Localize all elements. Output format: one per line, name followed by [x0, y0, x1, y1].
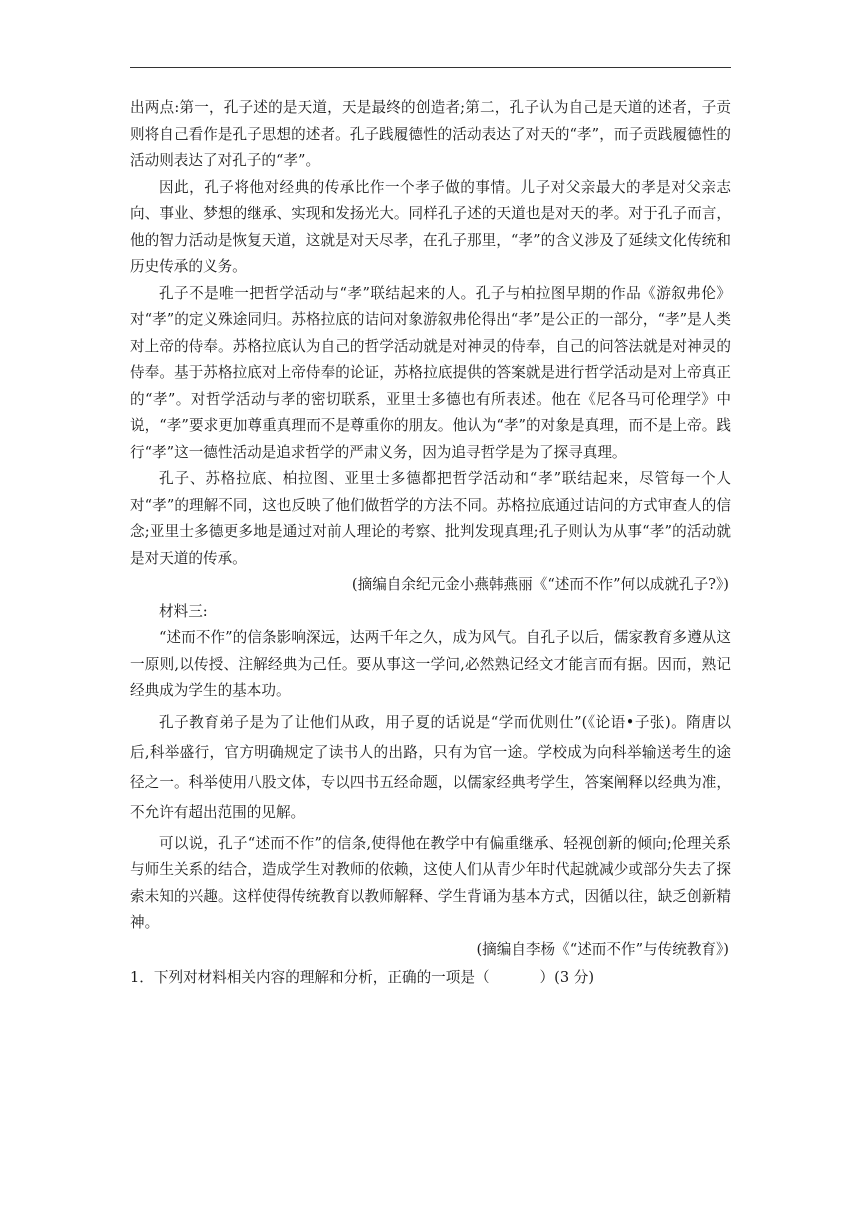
- paragraph-keju: 孔子教育弟子是为了让他们从政，用子夏的话说是“学而优则仕”(《论语•子张)。隋唐以后,科举盛行，官方明确规定了读书人的出路，只有为官一途。学校成为向科举输送考生的途径之一。科举使用八股文体，专以四书五经命题，以儒家经典考学生，答案阐释以经典为准，不允许有超出范围的见解。: [130, 713, 731, 821]
- paragraph-conclusion: 可以说，孔子“述而不作”的信条,使得他在教学中有偏重继承、轻视创新的倾向;伦理关系与师生关系的结合，造成学生对教师的依赖，这使人们从青少年时代起就减少或部分失去了探索未知的兴趣。这样使得传统教育以教师解释、学生背诵为基本方式，因循以往，缺乏创新精神。: [130, 834, 731, 931]
- question-1: [130, 965, 731, 992]
- paragraph-philosophers: 孔子、苏格拉底、柏拉图、亚里士多德都把哲学活动和“孝”联结起来，尽管每一个人对“孝”的理解不同，这也反映了他们做哲学的方法不同。苏格拉底通过诘问的方式审查人的信念;亚里士多德更多地是通过对前人理论的考察、批判发现真理;孔子则认为从事“孝”的活动就是对天道的传承。: [130, 470, 731, 567]
- header-rule: [130, 67, 731, 68]
- paragraph-continuation: 出两点:第一，孔子述的是天道，天是最终的创造者;第二，孔子认为自己是天道的述者，子贡则将自己看作是孔子思想的述者。孔子践履德性的活动表达了对天的“孝”，而子贡践履德性的活动则表达了对孔子的“孝”。: [130, 99, 731, 169]
- question-text: 1．下列对材料相关内容的理解和分析，正确的一项是（: [130, 969, 490, 986]
- paragraph-filial-inheritance: 因此，孔子将他对经典的传承比作一个孝子做的事情。儿子对父亲最大的孝是对父亲志向、事业、梦想的继承、实现和发扬光大。同样孔子述的天道也是对天的孝。对于孔子而言，他的智力活动是恢复天道，这就是对天尽孝，在孔子那里，“孝”的含义涉及了延续文化传统和历史传承的义务。: [130, 178, 731, 275]
- question-points: ）(3 分): [539, 969, 595, 986]
- paragraph-socrates: 孔子不是唯一把哲学活动与“孝”联结起来的人。孔子与柏拉图早期的作品《游叙弗伦》对“孝”的定义殊途同归。苏格拉底的诘问对象游叙弗伦得出“孝”是公正的一部分，“孝”是人类对上帝的侍奉。苏格拉底认为自己的哲学活动就是对神灵的侍奉，自己的问答法就是对神灵的侍奉。基于苏格拉底对上帝侍奉的论证，苏格拉底提供的答案就是进行哲学活动是对上帝真正的“孝”。对哲学活动与孝的密切联系，亚里士多德也有所表述。他在《尼各马可伦理学》中说，“孝”要求更加尊重真理而不是尊重你的朋友。他认为“孝”的对象是真理，而不是上帝。践行“孝”这一德性活动是追求哲学的严肃义务，因为追寻哲学是为了探寻真理。: [130, 284, 731, 461]
- source-citation-2: (摘编自李杨《“述而不作”与传统教育》): [476, 940, 729, 958]
- document-body: [130, 95, 731, 992]
- material-three-label: 材料三:: [159, 602, 208, 620]
- paragraph-shu-er-bu-zuo: “述而不作”的信条影响深远，达两千年之久，成为风气。自孔子以后，儒家教育多遵从这一原则,以传授、注解经典为己任。要从事这一学问,必然熟记经文才能言而有据。因而，熟记经典成为学生的基本功。: [130, 629, 731, 699]
- source-citation-1: (摘编自余纪元金小燕韩燕丽《“述而不作”何以成就孔子?》): [351, 576, 729, 593]
